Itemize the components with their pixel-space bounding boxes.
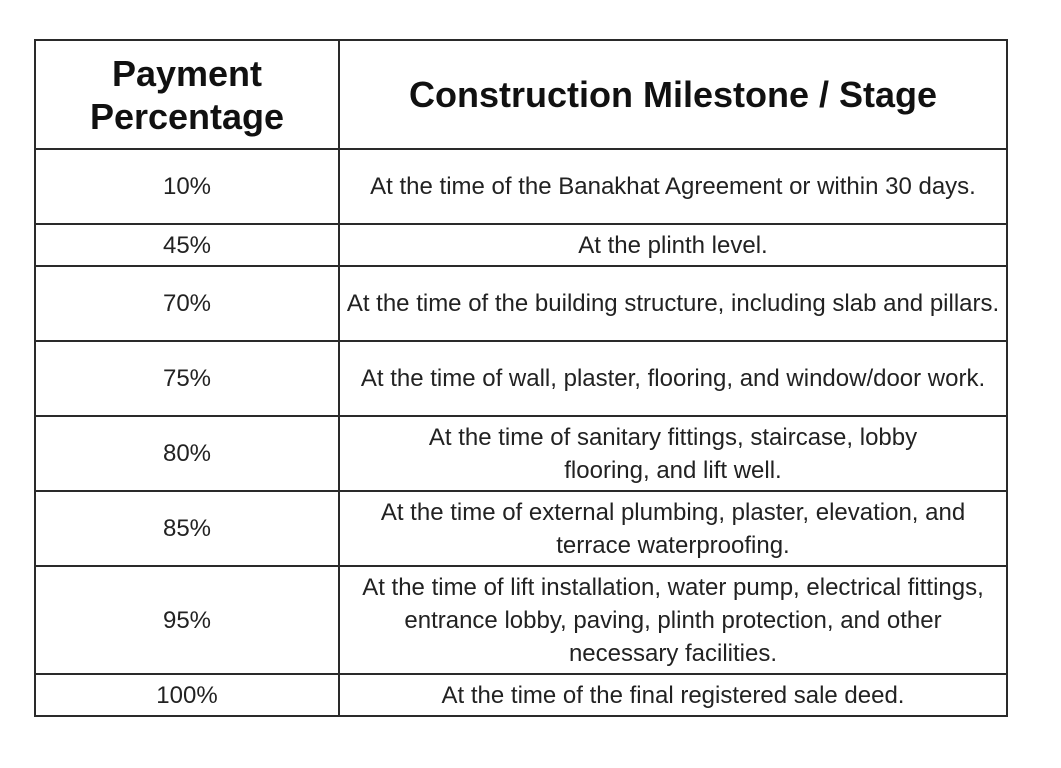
milestone-cell bbox=[339, 566, 1007, 674]
table-header-row bbox=[35, 40, 1007, 149]
milestone-text: At the time of lift installation, water pump, electrical fittings, entrance lobby, paving, plinth protection, and other necessary facilities. bbox=[362, 573, 984, 667]
table-row bbox=[35, 341, 1007, 416]
milestone-text: At the time of sanitary fittings, staircase, lobby flooring, and lift well. bbox=[428, 423, 918, 484]
milestone-cell bbox=[339, 149, 1007, 224]
header-construction-milestone: Construction Milestone / Stage bbox=[339, 40, 1007, 149]
payment-schedule-table bbox=[34, 39, 1008, 717]
milestone-cell: At the time of the building structure, including slab and pillars. bbox=[339, 266, 1007, 341]
milestone-text: At the time of wall, plaster, flooring, and window/door work. bbox=[360, 365, 986, 392]
percentage-cell: 95% bbox=[35, 566, 339, 674]
table-row bbox=[35, 224, 1007, 266]
percentage-cell: 10% bbox=[35, 149, 339, 224]
percentage-cell: 70% bbox=[35, 266, 339, 341]
percentage-cell: 45% bbox=[35, 224, 339, 266]
milestone-cell bbox=[339, 491, 1007, 566]
table-row bbox=[35, 149, 1007, 224]
milestone-cell bbox=[339, 341, 1007, 416]
table-row bbox=[35, 491, 1007, 566]
table-row bbox=[35, 566, 1007, 674]
table-row bbox=[35, 266, 1007, 341]
percentage-cell: 85% bbox=[35, 491, 339, 566]
milestone-cell: At the plinth level. bbox=[339, 224, 1007, 266]
table-row bbox=[35, 674, 1007, 716]
milestone-cell: At the time of the final registered sale deed. bbox=[339, 674, 1007, 716]
percentage-cell: 80% bbox=[35, 416, 339, 491]
table-row bbox=[35, 416, 1007, 491]
milestone-text: At the time of the Banakhat Agreement or within 30 days. bbox=[370, 173, 976, 200]
percentage-cell: 100% bbox=[35, 674, 339, 716]
milestone-cell bbox=[339, 416, 1007, 491]
payment-schedule-table-container bbox=[34, 39, 1008, 717]
percentage-cell: 75% bbox=[35, 341, 339, 416]
milestone-text: At the time of external plumbing, plaster, elevation, and terrace waterproofing. bbox=[380, 498, 966, 559]
header-payment-percentage-text: Payment Percentage bbox=[89, 52, 285, 137]
header-payment-percentage bbox=[35, 40, 339, 149]
